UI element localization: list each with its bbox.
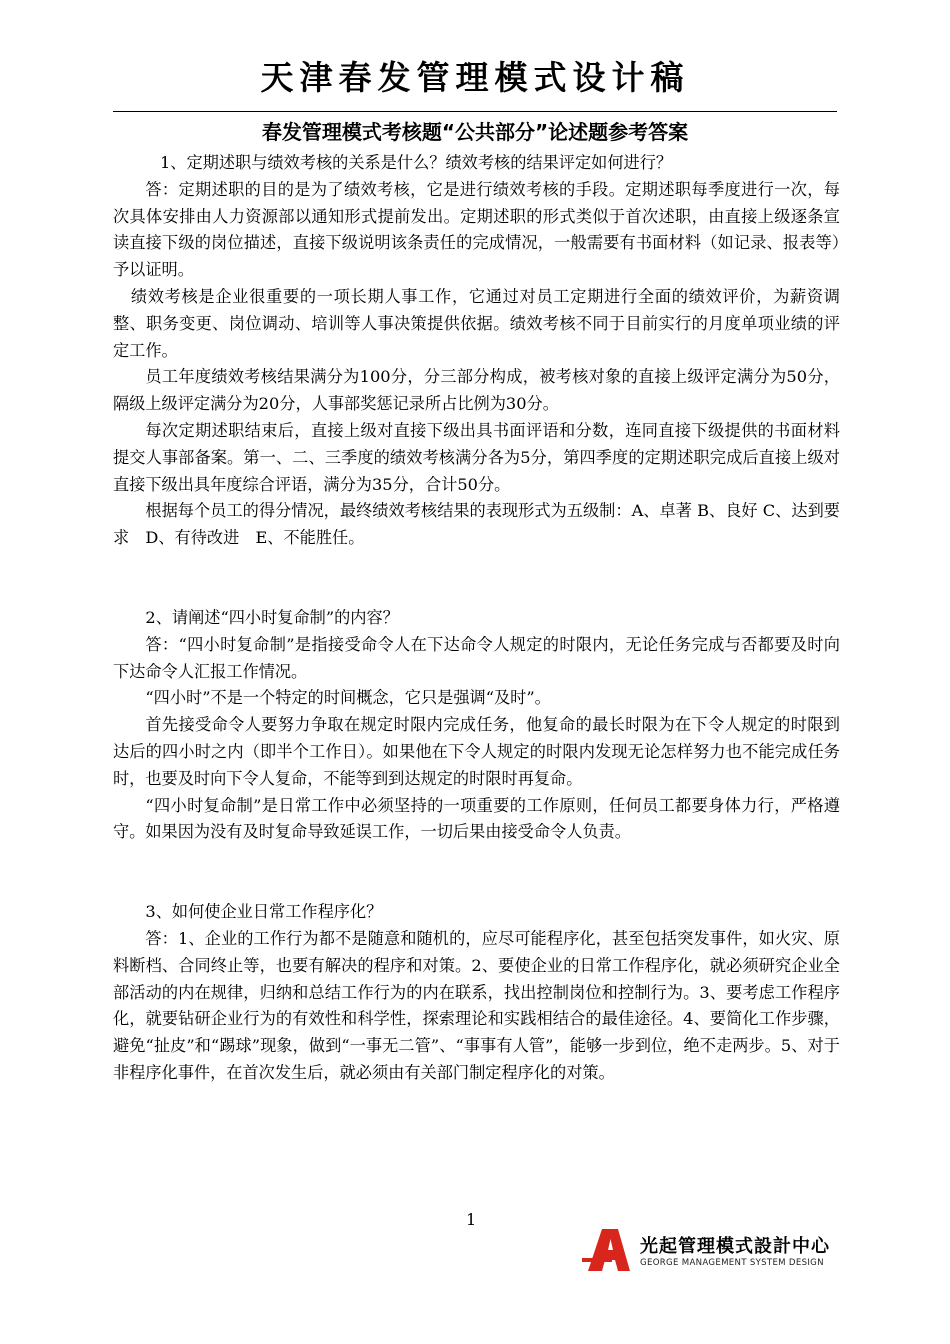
logo-a-bar	[582, 1258, 612, 1262]
section-gap	[113, 846, 840, 899]
answer-1-paragraph-3: 员工年度绩效考核结果满分为100分，分三部分构成，被考核对象的直接上级评定满分为50分，隔级上级评定满分为20分，人事部奖惩记录所占比例为30分。	[113, 367, 840, 414]
company-logo	[582, 1228, 842, 1272]
answer-2-paragraph-4: “四小时复命制”是日常工作中必须坚持的一项重要的工作原则，任何员工都要身体力行，严格遵守。如果因为没有及时复命导致延误工作，一切后果由接受命令人负责。	[113, 795, 840, 842]
section-gap	[113, 552, 840, 605]
question-1: 1、定期述职与绩效考核的关系是什么？绩效考核的结果评定如何进行？	[159, 153, 673, 172]
logo-english-text: GEORGE MANAGEMENT SYSTEM DESIGN	[640, 1258, 824, 1268]
logo-a-mark-icon	[582, 1228, 636, 1272]
answer-1-paragraph-5: 根据每个员工的得分情况，最终绩效考核结果的表现形式为五级制：A、卓著 B、良好 C、达到要求 D、有待改进 E、不能胜任。	[113, 501, 840, 548]
answer-2-paragraph-1: 答：“四小时复命制”是指接受命令人在下达命令人规定的时限内，无论任务完成与否都要及时向下达命令人汇报工作情况。	[113, 634, 840, 681]
answer-1-paragraph-1: 答：定期述职的目的是为了绩效考核，它是进行绩效考核的手段。定期述职每季度进行一次，每次具体安排由人力资源部以通知形式提前发出。定期述职的形式类似于首次述职，由直接上级逐条宣读直接下级的岗位描述，直接下级说明该条责任的完成情况，一般需要有书面材料（如记录、报表等）予以证明。	[113, 179, 840, 280]
question-2: 2、请阐述“四小时复命制”的内容？	[145, 607, 399, 627]
page-number: 1	[466, 1210, 477, 1229]
answer-1-paragraph-4: 每次定期述职结束后，直接上级对直接下级出具书面评语和分数，连同直接下级提供的书面材料提交人事部备案。第一、二、三季度的绩效考核满分各为5分，第四季度的定期述职完成后直接上级对直接下级出具年度综合评语，满分为35分，合计50分。	[113, 420, 840, 494]
question-3: 3、如何使企业日常工作程序化？	[145, 902, 383, 922]
document-body	[113, 150, 840, 1087]
document-title: 天津春发管理模式设计稿	[260, 58, 690, 97]
answer-1-paragraph-2: 绩效考核是企业很重要的一项长期人事工作，它通过对员工定期进行全面的绩效评价，为薪资调整、职务变更、岗位调动、培训等人事决策提供依据。绩效考核不同于目前实行的月度单项业绩的评定工作。	[113, 286, 840, 360]
logo-chinese-text: 光起管理模式設計中心	[640, 1236, 830, 1257]
answer-2-paragraph-3: 首先接受命令人要努力争取在规定时限内完成任务，他复命的最长时限为在下令人规定的时限到达后的四小时之内（即半个工作日）。如果他在下令人规定的时限内发现无论怎样努力也不能完成任务时，也要及时向下令人复命，不能等到到达规定的时限时再复命。	[113, 715, 840, 788]
header-divider	[113, 111, 837, 112]
answer-3-paragraph-1: 答：1、企业的工作行为都不是随意和随机的，应尽可能程序化，甚至包括突发事件，如火灾、原料断档、合同终止等，也要有解决的程序和对策。2、要使企业的日常工作程序化，就必须研究企业全部活动的内在规律，归纳和总结工作行为的内在联系，找出控制岗位和控制行为。3、要考虑工作程序化，就要钻研企业行为的有效性和科学性，探索理论和实践相结合的最佳途径。4、要简化工作步骤，避免“扯皮”和“踢球”现象，做到“一事无二管”、“事事有人管”，能够一步到位，绝不走两步。5、对于非程序化事件，在首次发生后，就必须由有关部门制定程序化的对策。	[113, 928, 840, 1082]
answer-2-paragraph-2: “四小时”不是一个特定的时间概念，它只是强调“及时”。	[145, 688, 551, 708]
document-subtitle: 春发管理模式考核题“公共部分”论述题参考答案	[261, 120, 689, 144]
